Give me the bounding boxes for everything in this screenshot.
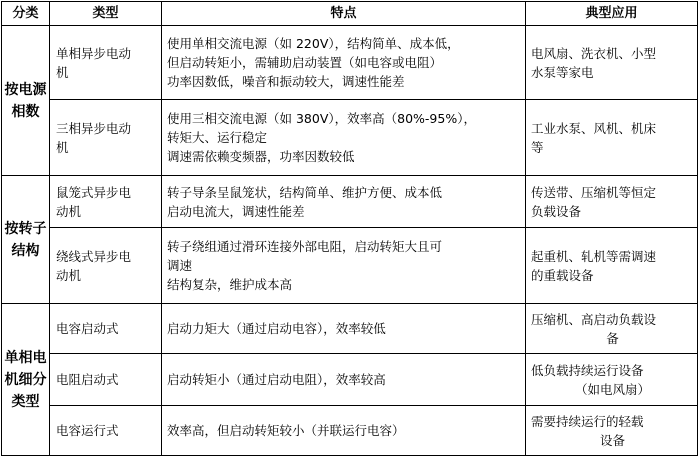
- type-cell: 绕线式异步电 动机: [50, 228, 162, 304]
- table-row: [2, 100, 698, 176]
- motor-classification-table: [1, 1, 698, 456]
- category-single-phase-subtypes: 单相电机细分类型: [2, 304, 50, 456]
- type-cell: 电阻启动式: [50, 354, 162, 406]
- features-cell: 使用三相交流电源（如 380V），效率高（80%-95%）， 转矩大、运行稳定 调速需依赖变频器，功率因数较低: [162, 100, 526, 176]
- header-features: 特点: [162, 2, 526, 26]
- table-row: [2, 354, 698, 406]
- applications-cell: 低负载持续运行设备 （如电风扇）: [526, 354, 698, 406]
- category-rotor-structure: 按转子结构: [2, 176, 50, 304]
- category-power-phase: 按电源相数: [2, 26, 50, 176]
- table-row: [2, 26, 698, 100]
- table-row: [2, 304, 698, 354]
- features-cell: 转子绕组通过滑环连接外部电阻，启动转矩大且可 调速 结构复杂，维护成本高: [162, 228, 526, 304]
- features-cell: 启动力矩大（通过启动电容），效率较低: [162, 304, 526, 354]
- header-applications: 典型应用: [526, 2, 698, 26]
- type-cell: 电容运行式: [50, 406, 162, 456]
- applications-cell: 起重机、轧机等需调速 的重载设备: [526, 228, 698, 304]
- type-cell: 单相异步电动 机: [50, 26, 162, 100]
- table-row: [2, 176, 698, 228]
- applications-cell: 工业水泵、风机、机床 等: [526, 100, 698, 176]
- type-cell: 三相异步电动 机: [50, 100, 162, 176]
- features-cell: 转子导条呈鼠笼状，结构简单、维护方便、成本低 启动电流大，调速性能差: [162, 176, 526, 228]
- applications-cell: 需要持续运行的轻载 设备: [526, 406, 698, 456]
- features-cell: 启动转矩小（通过启动电阻），效率较高: [162, 354, 526, 406]
- features-cell: 效率高，但启动转矩较小（并联运行电容）: [162, 406, 526, 456]
- applications-cell: 传送带、压缩机等恒定 负载设备: [526, 176, 698, 228]
- applications-cell: 电风扇、洗衣机、小型 水泵等家电: [526, 26, 698, 100]
- type-cell: 电容启动式: [50, 304, 162, 354]
- header-category: 分类: [2, 2, 50, 26]
- applications-cell: 压缩机、高启动负载设 备: [526, 304, 698, 354]
- header-type: 类型: [50, 2, 162, 26]
- table-row: [2, 406, 698, 456]
- type-cell: 鼠笼式异步电 动机: [50, 176, 162, 228]
- header-row: [2, 2, 698, 26]
- table-row: [2, 228, 698, 304]
- features-cell: 使用单相交流电源（如 220V），结构简单、成本低， 但启动转矩小，需辅助启动装置（如电容或电阻） 功率因数低，噪音和振动较大，调速性能差: [162, 26, 526, 100]
